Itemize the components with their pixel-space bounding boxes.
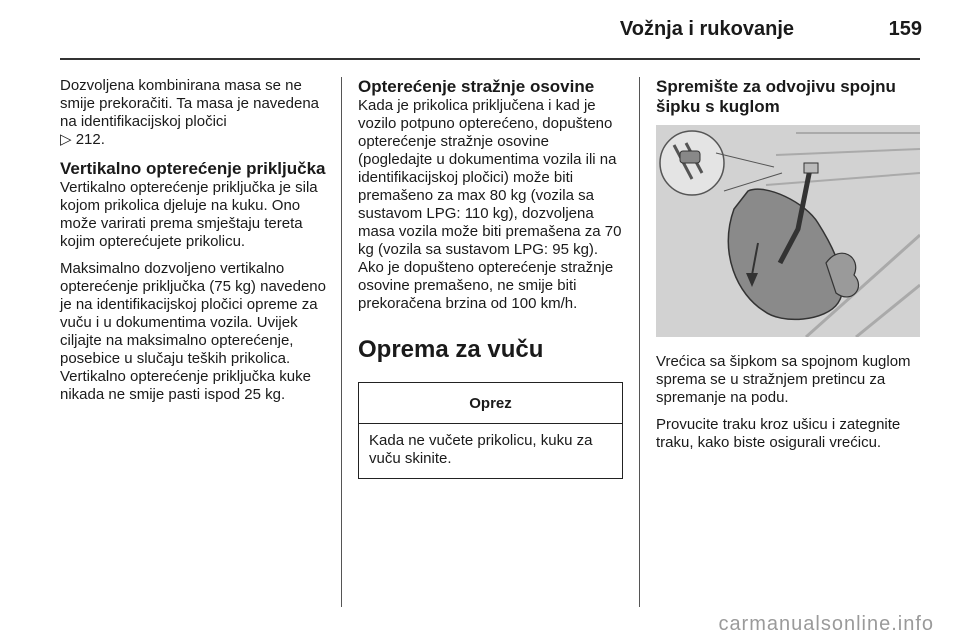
- page-header-title: Vožnja i rukovanje: [619, 18, 794, 40]
- storage-bag-illustration: [656, 125, 920, 337]
- watermark: carmanualsonline.info: [718, 613, 934, 635]
- intro-text: Dozvoljena kombinirana masa se ne smije prekoračiti. Ta masa je navedena na identifikacijskoj pločici: [60, 77, 320, 130]
- section-heading: Spremište za odvojivu spojnu šipku s kuglom: [656, 77, 896, 116]
- column-divider: [639, 77, 640, 607]
- section-title: Oprema za vuču: [358, 336, 544, 363]
- body-paragraph: Vertikalno opterećenje priključka je sila kojom prikolica djeluje na kuku. Ono može varirati prema smještaju tereta kojim opterećujete prikolicu.: [60, 179, 318, 250]
- body-paragraph: Kada je prikolica priključena i kad je vozilo potpuno opterećeno, dopušteno opterećenje stražnje osovine (pogledajte u dokumentima vozila ili na identifikacijskoj pločici) može biti premašeno za max 80 kg (vozila sa sustavom LPG: 110 kg), dozvoljena masa vozila može biti premašena za 70 kg (vozila sa sustavom LPG: 95 kg). Ako je dopušteno opterećenje stražnje osovine premašeno, ne smije biti prekoračena brzina od 100 km/h.: [358, 97, 622, 312]
- caution-text: Kada ne vučete prikolicu, kuku za vuču skinite.: [369, 432, 593, 467]
- caution-box: [358, 382, 623, 479]
- caution-title: Oprez: [359, 383, 622, 424]
- body-paragraph: Vrećica sa šipkom sa spojnom kuglom sprema se u stražnjem pretincu za spremanje na podu.: [656, 353, 911, 406]
- page-number: 159: [888, 18, 922, 40]
- column-divider: [341, 77, 342, 607]
- header-rule: [60, 58, 920, 60]
- intro-paragraph: [60, 77, 326, 149]
- page-reference-link[interactable]: 212.: [75, 131, 105, 148]
- section-heading: Vertikalno opterećenje priključka: [60, 159, 326, 178]
- column-left: [60, 77, 326, 413]
- column-right: [656, 77, 920, 461]
- arrow-ref-icon: ▷: [60, 131, 72, 148]
- body-paragraph: Maksimalno dozvoljeno vertikalno opterećenje priključka (75 kg) navedeno je na identifikacijskoj pločici opreme za vuču i u dokumentima vozila. Uvijek ciljajte na maksimalno opterećenje, posebice u slučaju teških prikolica. Vertikalno opterećenje priključka kuke nikada ne smije pasti ispod 25 kg.: [60, 260, 326, 403]
- section-heading: Opterećenje stražnje osovine: [358, 77, 595, 96]
- body-paragraph: Provucite traku kroz ušicu i zategnite traku, kako biste osigurali vrećicu.: [656, 416, 901, 451]
- column-middle: [358, 77, 623, 479]
